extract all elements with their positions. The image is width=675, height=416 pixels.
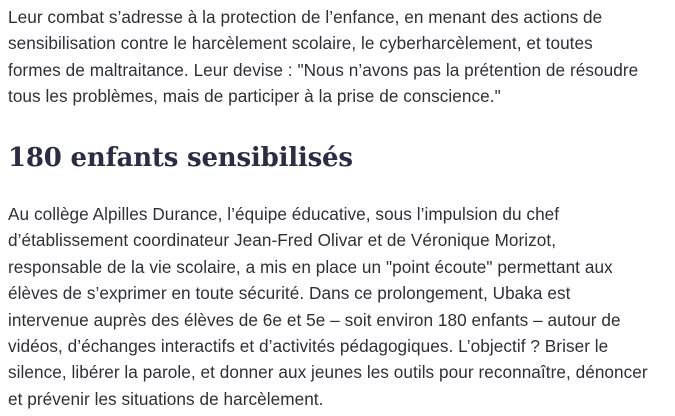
paragraph-line: d’établissement coordinateur Jean-Fred Olivar et de Véronique Morizot, bbox=[8, 230, 557, 251]
section-heading: 180 enfants sensibilisés bbox=[8, 143, 353, 173]
body-paragraph bbox=[8, 201, 648, 412]
paragraph-line: tous les problèmes, mais de participer à la prise de conscience." bbox=[8, 86, 501, 107]
intro-paragraph bbox=[8, 4, 638, 110]
paragraph-line: sensibilisation contre le harcèlement scolaire, le cyberharcèlement, et toutes bbox=[8, 33, 593, 54]
paragraph-line: et prévenir les situations de harcèlement. bbox=[8, 388, 324, 409]
paragraph-line: Leur combat s’adresse à la protection de l’enfance, en menant des actions de bbox=[8, 7, 603, 27]
paragraph-line: Au collège Alpilles Durance, l’équipe éducative, sous l’impulsion du chef bbox=[8, 204, 560, 224]
paragraph-line: responsable de la vie scolaire, a mis en place un "point écoute" permettant aux bbox=[8, 256, 613, 277]
section-heading-wrapper bbox=[8, 140, 353, 176]
paragraph-line: silence, libérer la parole, et donner aux jeunes les outils pour reconnaître, dénoncer bbox=[8, 362, 648, 383]
paragraph-line: vidéos, d’échanges interactifs et d’activités pédagogiques. L’objectif ? Briser le bbox=[8, 336, 609, 357]
paragraph-line: formes de maltraitance. Leur devise : "Nous n’avons pas la prétention de résoudre bbox=[8, 59, 639, 80]
paragraph-line: élèves de s’exprimer en toute sécurité. Dans ce prolongement, Ubaka est bbox=[8, 283, 571, 304]
paragraph-line: intervenue auprès des élèves de 6e et 5e – soit environ 180 enfants – autour de bbox=[8, 309, 621, 330]
